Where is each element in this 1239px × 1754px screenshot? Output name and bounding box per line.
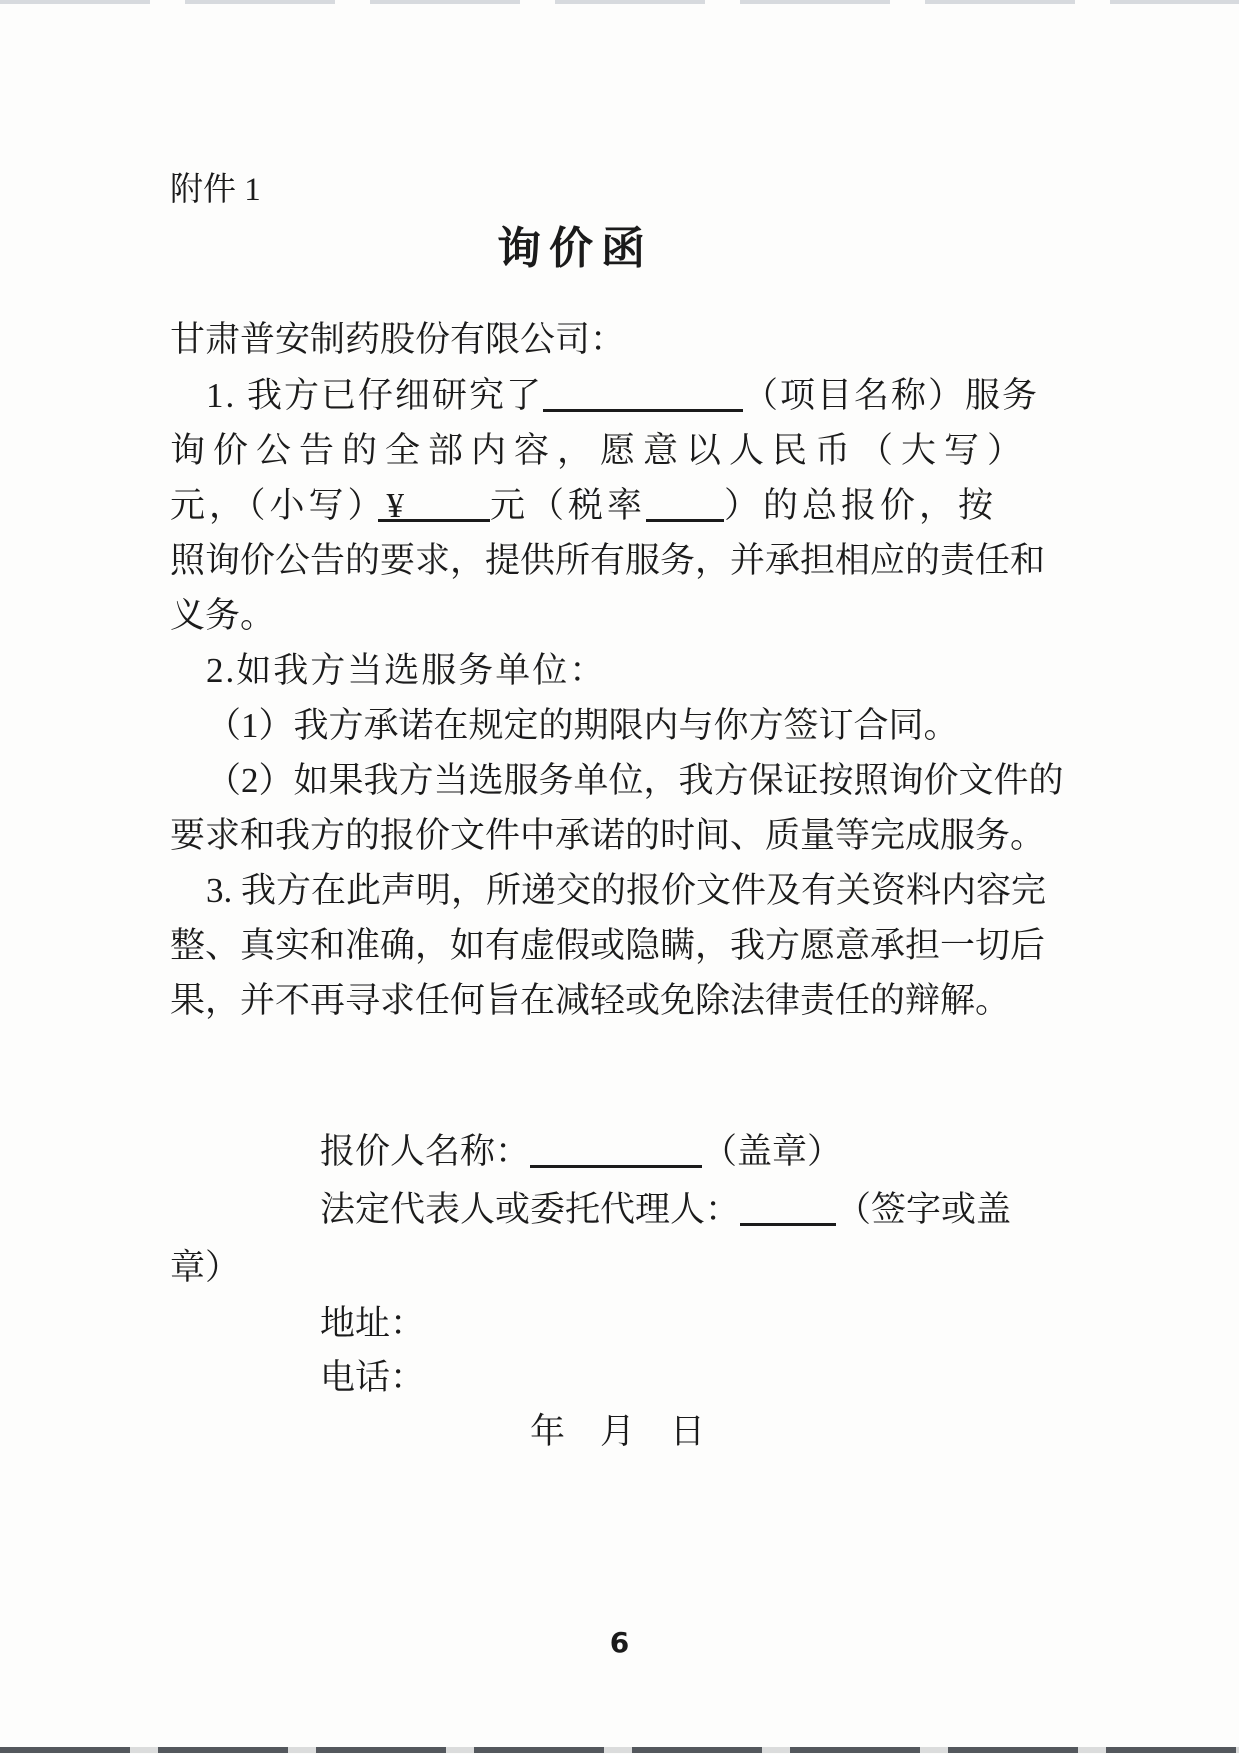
text-run: 元（税率 (490, 486, 647, 525)
text-run: 元，（小写） (170, 486, 387, 525)
para1-line3 (170, 484, 997, 528)
document-title: 询价函 (497, 224, 653, 273)
para2-item2-line2 (170, 814, 1045, 858)
text-run: （盖章） (702, 1132, 843, 1171)
para3-line3 (170, 979, 1010, 1023)
para1-line2 (170, 429, 1030, 473)
para2-item2-line1 (206, 759, 1064, 803)
signature-representative (320, 1188, 1011, 1232)
text-run: 地址： (320, 1304, 426, 1343)
text-run: 要求和我方的报价文件中承诺的时间、质量等完成服务。 (170, 816, 1046, 855)
text-run: 3. 我方在此声明，所递交的报价文件及有关资料内容完 (206, 871, 1047, 910)
signature-address (320, 1302, 425, 1346)
signature-date (530, 1410, 705, 1454)
fill-in-blank (646, 519, 724, 522)
text-run: ）的总报价，按 (724, 486, 998, 525)
para3-line1 (206, 869, 1046, 913)
text-run: 照询价公告的要求，提供所有服务，并承担相应的责任和 (170, 541, 1046, 580)
fill-in-blank (530, 1165, 702, 1168)
text-run: 报价人名称： (320, 1132, 531, 1171)
text-run: 义务。 (170, 596, 276, 635)
page-number: 6 (609, 1626, 630, 1659)
salutation (170, 318, 625, 362)
text-run: （2）如果我方当选服务单位，我方保证按照询价文件的 (206, 761, 1064, 800)
para3-line2 (170, 924, 1045, 968)
text-run: 询价公告的全部内容，愿意以人民币（大写） (170, 431, 1031, 470)
text-run: 法定代表人或委托代理人： (320, 1190, 741, 1229)
text-run: （1）我方承诺在规定的期限内与你方签订合同。 (206, 706, 959, 745)
scan-artifact-bottom-edge (0, 1747, 1239, 1753)
text-run: ¥ (386, 486, 405, 525)
text-run: 年 月 日 (530, 1412, 706, 1451)
para1-line1 (206, 374, 1039, 418)
para1-line4 (170, 539, 1045, 583)
signature-bidder-name (320, 1130, 842, 1174)
text-run: （项目名称）服务 (743, 376, 1040, 415)
text-run: 2.如我方当选服务单位： (206, 651, 607, 690)
text-run: 整、真实和准确，如有虚假或隐瞒，我方愿意承担一切后 (170, 926, 1046, 965)
fill-in-blank (378, 519, 490, 522)
attachment-label: 附件 1 (170, 172, 261, 208)
scan-artifact-top-edge (0, 0, 1239, 4)
fill-in-blank (740, 1223, 836, 1226)
signature-representative-wrap (170, 1246, 240, 1290)
text-run: 果，并不再寻求任何旨在减轻或免除法律责任的辩解。 (170, 981, 1011, 1020)
text-run: 1. 我方已仔细研究了 (206, 376, 544, 415)
text-run: 电话： (320, 1358, 426, 1397)
fill-in-blank (543, 409, 743, 412)
para2-item1 (206, 704, 959, 748)
para1-line5 (170, 594, 275, 638)
text-run: （签字或盖 (836, 1190, 1012, 1229)
signature-phone (320, 1356, 425, 1400)
text-run: 章） (170, 1248, 241, 1287)
para2-heading (206, 649, 606, 693)
text-run: 甘肃普安制药股份有限公司： (170, 320, 626, 359)
